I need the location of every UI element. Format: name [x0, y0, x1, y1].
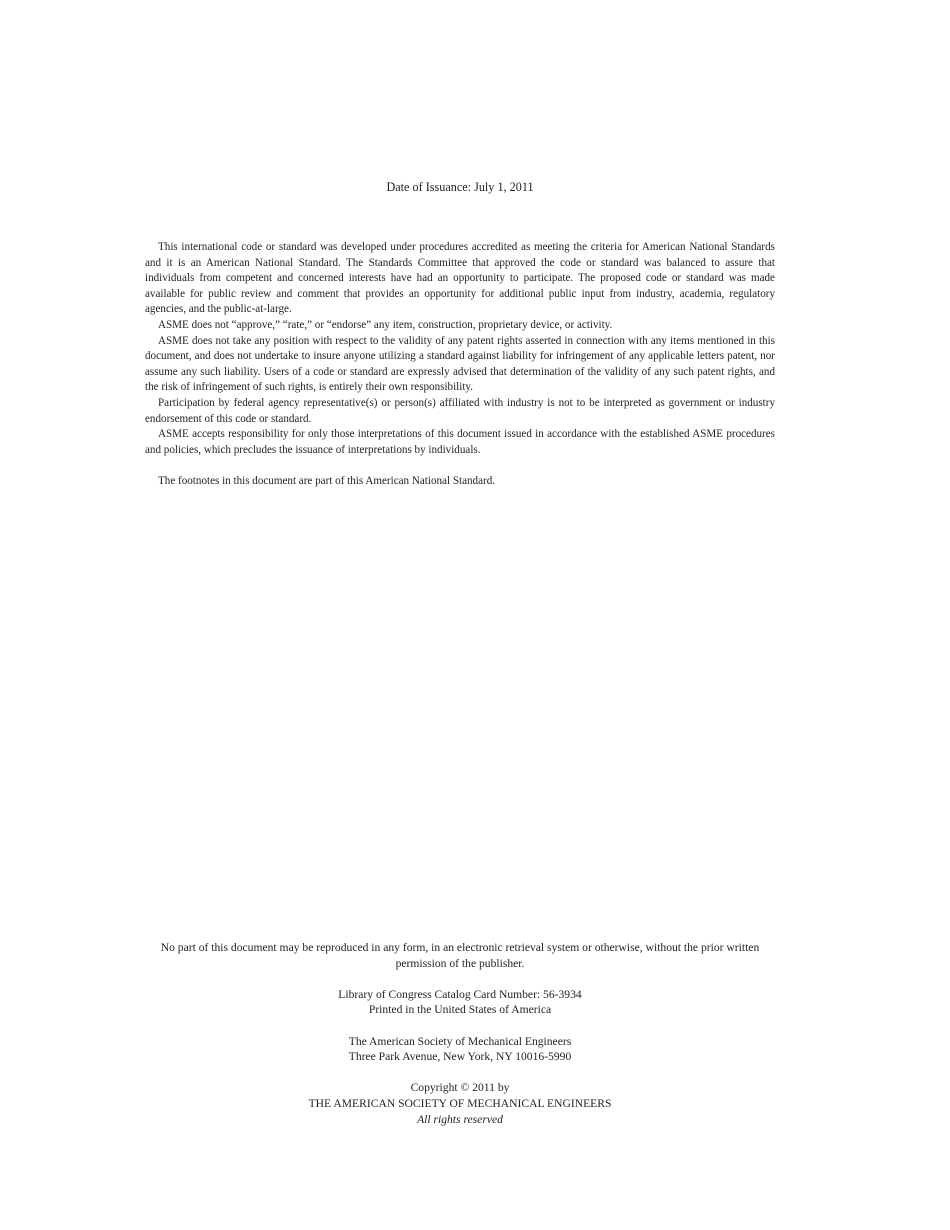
- copyright-block: [145, 1080, 775, 1127]
- notice-paragraph-accreditation: This international code or standard was developed under procedures accredited as meeting the criteria for American National Standards and it is an American National Standard. The Standards Committee that approved the code or standard was balanced to assure that individuals from competent and concerned interests have had an opportunity to participate. The proposed code or standard was made available for public review and comment that provides an opportunity for additional public input from industry, academia, regulatory agencies, and the public-at-large.: [145, 241, 775, 316]
- publication-footer: [145, 940, 775, 1127]
- reproduction-notice: No part of this document may be reproduced in any form, in an electronic retrieval system or otherwise, without the prior written permission of the publisher.: [160, 941, 760, 970]
- all-rights-reserved: All rights reserved: [417, 1112, 503, 1126]
- publisher-name: The American Society of Mechanical Engineers: [348, 1034, 572, 1048]
- notice-footnote-statement: The footnotes in this document are part of this American National Standard.: [158, 474, 496, 487]
- printed-in: Printed in the United States of America: [368, 1003, 552, 1017]
- notice-paragraph-interpretations: ASME accepts responsibility for only those interpretations of this document issued in accordance with the established ASME procedures and policies, which precludes the issuance of interpretations by individuals.: [145, 428, 775, 456]
- copyright-line: Copyright © 2011 by: [410, 1081, 510, 1095]
- publisher-address: Three Park Avenue, New York, NY 10016-5990: [348, 1050, 572, 1064]
- notice-paragraph-patents: ASME does not take any position with respect to the validity of any patent rights asserted in connection with any items mentioned in this document, and does not undertake to insure anyone utilizing a standard against liability for infringement of any applicable letters patent, nor assume any such liability. Users of a code or standard are expressly advised that determination of the validity of any such patent rights, and the risk of infringement of such rights, is entirely their own responsibility.: [145, 334, 775, 394]
- date-of-issuance: Date of Issuance: July 1, 2011: [386, 180, 534, 194]
- notice-paragraph-endorsement: ASME does not “approve,” “rate,” or “endorse” any item, construction, proprietary device, or activity.: [158, 318, 613, 331]
- notice-paragraph-federal-participation: Participation by federal agency representative(s) or person(s) affiliated with industry is not to be interpreted as government or industry endorsement of this code or standard.: [145, 396, 775, 425]
- copyright-holder: THE AMERICAN SOCIETY OF MECHANICAL ENGINEERS: [308, 1096, 612, 1110]
- standard-notice: [145, 240, 775, 490]
- publisher-block: [145, 1034, 775, 1065]
- catalog-block: [145, 987, 775, 1018]
- catalog-number: Library of Congress Catalog Card Number: 56-3934: [338, 987, 582, 1001]
